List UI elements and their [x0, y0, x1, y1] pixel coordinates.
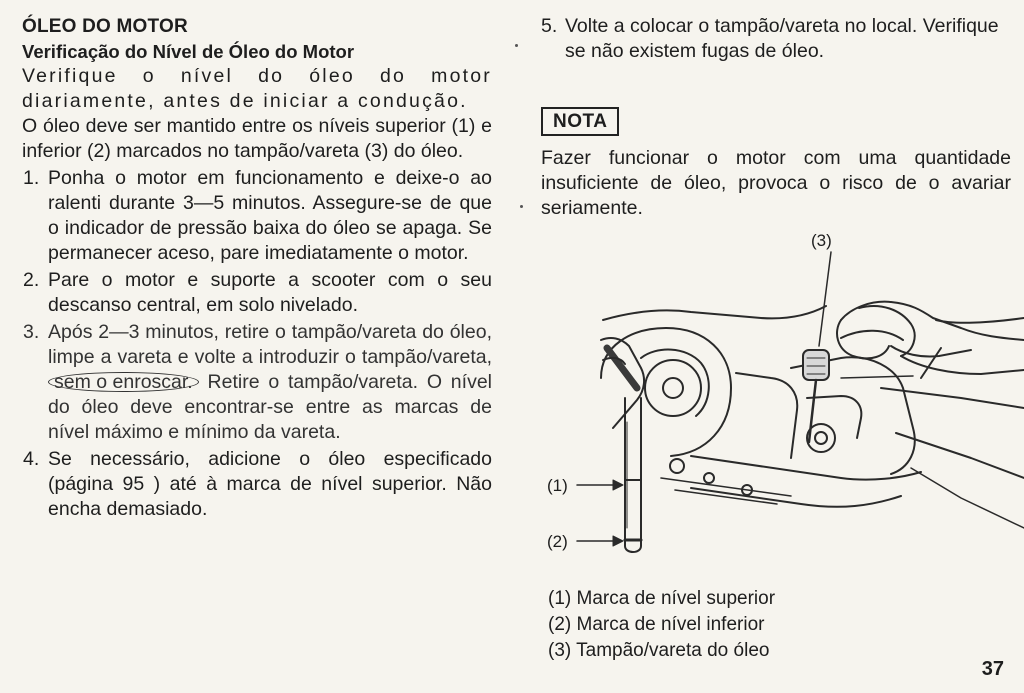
- step-number: 3.: [23, 321, 40, 343]
- intro-paragraph-2: O óleo deve ser mantido entre os níveis superior (1) e inferior (2) marcados no tampão/vareta (3) do óleo.: [22, 115, 492, 162]
- figure-label-3: (3): [811, 231, 832, 250]
- page-number: 37: [981, 658, 1004, 680]
- engine-drawing: [541, 228, 1024, 588]
- print-speck: [515, 44, 518, 47]
- note-block: [541, 107, 1011, 221]
- note-label: NOTA: [541, 107, 619, 136]
- figure-legend: [548, 586, 775, 664]
- section-subtitle: Verificação do Nível de Óleo do Motor: [22, 41, 355, 62]
- step-text: Se necessário, adicione o óleo especificado (página 95 ) até à marca de nível superior. Não encha demasiado.: [48, 448, 492, 520]
- legend-item-3: (3) Tampão/vareta do óleo: [548, 640, 770, 661]
- steps-list: [22, 166, 492, 522]
- step-item-5: [541, 14, 1011, 64]
- print-speck: [520, 205, 523, 208]
- circled-text: sem o enroscar.: [48, 372, 199, 392]
- note-text: Fazer funcionar o motor com uma quantidade insuficiente de óleo, provoca o risco de o avariar seriamente.: [541, 147, 1011, 219]
- intro-paragraph-1: Verifique o nível do óleo do motor diariamente, antes de iniciar a condução.: [22, 65, 492, 112]
- legend-item-1: (1) Marca de nível superior: [548, 588, 776, 609]
- step-item-3: [22, 320, 492, 445]
- step-text: Pare o motor e suporte a scooter com o seu descanso central, em solo nivelado.: [48, 269, 492, 316]
- step-item-2: [22, 268, 492, 318]
- step-text-after: Retire o tampão/vareta. O nível do óleo deve encontrar-se entre as marcas de nível máximo e mínimo da vareta.: [48, 371, 492, 443]
- step-number: 4.: [23, 448, 40, 470]
- step-text-before: Após 2—3 minutos, retire o tampão/vareta do óleo, limpe a vareta e volte a introduzir o tampão/vareta,: [48, 321, 492, 368]
- step-number: 2.: [23, 269, 40, 291]
- right-column: [541, 14, 1011, 221]
- step-item-1: [22, 166, 492, 266]
- step-text: Volte a colocar o tampão/vareta no local. Verifique se não existem fugas de óleo.: [565, 15, 999, 62]
- step-number: 5.: [541, 15, 558, 37]
- section-title: ÓLEO DO MOTOR: [22, 16, 188, 37]
- left-column: [22, 16, 492, 522]
- step-item-4: [22, 447, 492, 522]
- legend-item-2: (2) Marca de nível inferior: [548, 614, 765, 635]
- dipstick-illustration: [541, 228, 1024, 588]
- figure-label-2: (2): [547, 532, 568, 551]
- step-number: 1.: [23, 167, 40, 189]
- step-text: Ponha o motor em funcionamento e deixe-o ao ralenti durante 3—5 minutos. Assegure-se de que o indicador de pressão baixa do óleo se apaga. Se permanecer aceso, pare imediatamente o motor.: [48, 167, 492, 264]
- figure-label-1: (1): [547, 476, 568, 495]
